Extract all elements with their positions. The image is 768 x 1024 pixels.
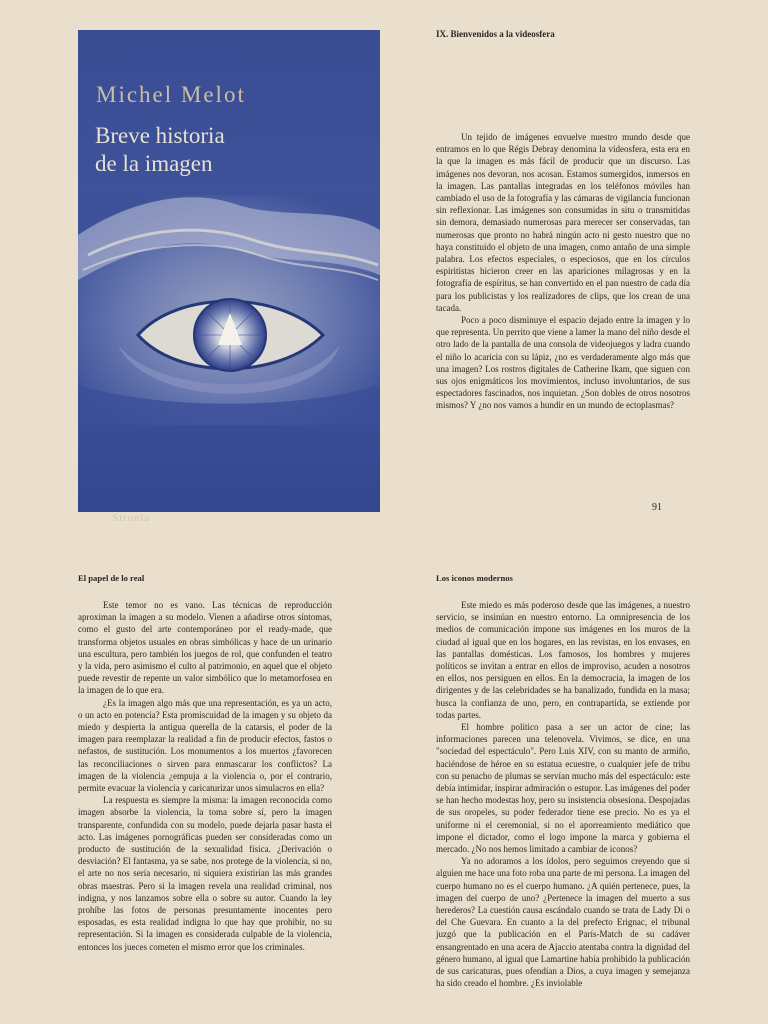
cover-title-line-2: de la imagen <box>95 151 213 176</box>
cover-title <box>95 122 375 178</box>
paragraph: Este temor no es vano. Las técnicas de reproducción aproximan la imagen a su modelo. Vienen a añadirse otros síntomas, como el gusto del arte contemporáneo por el ready-made, que transforma objetos usuales en obras simbólicas y hace de un urinario una escultura, pero también los juegos de rol, que confunden el teatro y la vida, pero asimismo el culto al patrimonio, en aquel que el objeto puede revestir de repente un valor simbólico que lo metamorfosea en la imagen de lo que era. <box>78 600 332 696</box>
book-cover <box>78 30 380 524</box>
cover-author: Michel Melot <box>96 82 246 107</box>
section-title-left: El papel de lo real <box>78 573 145 583</box>
paragraph: La respuesta es siempre la misma: la imagen reconocida como imagen absorbe la violencia, la toma sobre sí, pero la imagen transparente, confundida con su modelo, puede dejarla pasar hasta el acto. Las imágenes pornográficas pueden ser consideradas como un producto de sustitución de la sexualidad física. ¿Derivación o desviación? El fantasma, ya se sabe, nos protege de la violencia, si no, el arte no nos sería necesario, ni siquiera existirían las más grandes obras maestras. Pero si la imagen revela una realidad criminal, nos indigna, y nos lanzamos sobre ella o sobre su autor. Cuando la ley prohíbe las fotos de personas presuntamente inocentes pero esposadas, es esta realidad indigna lo que hay que prohibir, no su representación. Si la imagen es considerada culpable de la violencia, entonces los jueces cometen el mismo error que los criminales. <box>78 795 332 952</box>
paragraph: Ya no adoramos a los ídolos, pero seguimos creyendo que si alguien me hace una foto roba una parte de mi persona. La imagen del cuerpo humano no es el cuerpo humano. ¿A quién pertenece, pues, la imagen del cuerpo de uno? ¿Pertenece la imagen del muerto a sus herederos? La cuestión causa escándalo cuando se trata de Lady Di o del Che Guevara. En cuanto a la del prefecto Erignac, el tribunal juzgó que la publicación en el París-Match de su cadáver ensangrentado en una acera de Ajaccio atentaba contra la dignidad del género humano, al igual que Lamartine había prohibido la publicación de sus caricaturas, pues ofendían a Dios, a cuya imagen y semejanza ha sido creado el hombre. ¿Es inviolable <box>436 856 690 989</box>
paragraph: Un tejido de imágenes envuelve nuestro mundo desde que entramos en lo que Régis Debray denomina la videosfera, esta era en la que la imagen es más fácil de producir que un discurso. Las imágenes nos devoran, nos acosan. Estamos sumergidos, inmersos en la imagen. Las pantallas integradas en los teléfonos móviles han cambiado el uso de la fotografía y las cámaras de vigilancia funcionan sin reflexionar. Las imágenes son consumidas in situ o transmitidas sin demora, demasiado numerosas para merecer ser conservadas, tan numerosas que pronto no habrá ningún acto ni gesto nuestro que no haya constituido el objeto de una imagen, como antaño de una simple palabra. Los efectos especiales, o especiosos, que en los círculos espiritistas hicieron creer en las apariciones milagrosas y en la fotografía de espíritus, se han convertido en el pan nuestro de cada día para los publicistas y los realizadores de clips, que los crean de una tacada. <box>436 132 690 313</box>
paragraph: El hombre político pasa a ser un actor de cine; las informaciones parecen una telenovela. Vivimos, se dice, en una "sociedad del espectáculo". Pero Luis XIV, con su manto de armiño, haciéndose de héroe en su estatua ecuestre, o cualquier jefe de tribu con su penacho de plumas se servían mucho más del espectáculo: este debía intimidar, inspirar admiración o estupor. Las imágenes del poder se han hecho modestas hoy, pero su insistencia obsesiona. Despojadas de sus oropeles, su poder federador tiene ese precio. No es ya el uniforme ni el ceremonial, si no el aporreamiento mediático que impone el dictador, como el logo impone la marca y gobierna el mercado. ¿No nos hemos limitado a cambiar de iconos? <box>436 722 690 855</box>
cover-publisher: Siruela <box>112 512 151 524</box>
paragraph: Este miedo es más poderoso desde que las imágenes, a nuestro servicio, se insinúan en nuestro entorno. La omnipresencia de los medios de comunicación impone sus imágenes en los muros de la ciudad al igual que en los hogares, en las revistas, en los envases, en las pantallas domésticas. Los famosos, los hombres y mujeres políticos se invitan a entrar en ellos de improviso, acuden a nosotros en ellos, nos persiguen en ellos. En la democracia, la imagen de los dirigentes y de las celebridades se ha banalizado, fundida en la masa; busca la confianza de uno, pero, en contrapartida, se extiende por todas partes. <box>436 600 690 720</box>
paragraph: Poco a poco disminuye el espacio dejado entre la imagen y lo que representa. Un perrito que viene a lamer la mano del niño desde el otro lado de la pantalla de una consola de videojuegos y ladra cuando el niño lo acaricia con su lápiz, ¿no es verdaderamente algo más que una imagen? Los rostros digitales de Catherine Ikam, que siguen con sus ojos enigmáticos los movimientos, incluso involuntarios, de sus espectadores fascinados, nos inquietan. ¿Son dobles de otros nosotros mismos? Y ¿no nos vamos a hundir en un mundo de ectoplasmas? <box>436 315 690 411</box>
section-title-right: Los iconos modernos <box>436 573 513 583</box>
cover-title-line-1: Breve historia <box>95 123 225 148</box>
eye-illustration <box>78 195 380 425</box>
page-number: 91 <box>652 502 662 513</box>
bottom-left-column-text <box>78 599 332 953</box>
bottom-right-column-text <box>436 599 690 1024</box>
paragraph: ¿Es la imagen algo más que una representación, es ya un acto, o un acto en potencia? Esta promiscuidad de la imagen y su objeto da miedo y despierta la antigua querella de la catarsis, el poder de la imagen para reemplazar la realidad a fin de producir efectos, fastos o nefastos, de sustitución. Los monumentos a los muertos ¿favorecen las reconciliaciones o sirven para enmascarar los conflictos? La imagen de la violencia ¿empuja a la violencia o, por el contrario, permite evacuar la violencia y caricaturizar unos simulacros en ella? <box>78 697 332 794</box>
page-header: IX. Bienvenidos a la videosfera <box>436 29 555 39</box>
right-column-text <box>436 131 690 412</box>
